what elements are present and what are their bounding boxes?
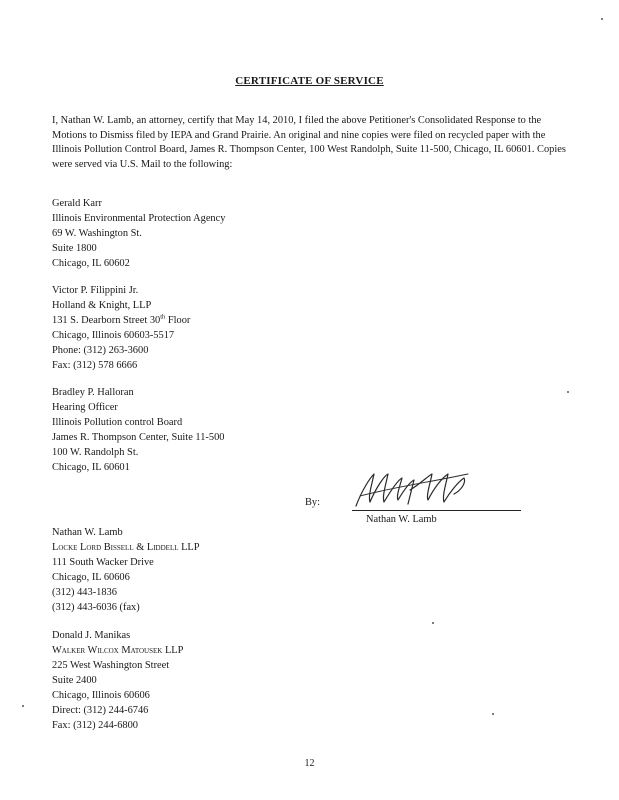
- counsel-line: Chicago, IL 60606: [52, 572, 130, 583]
- recipient-block-filippini: [52, 283, 190, 373]
- recipient-fax: Fax: (312) 578 6666: [52, 360, 138, 371]
- intro-paragraph: I, Nathan W. Lamb, an attorney, certify that May 14, 2010, I filed the above Petitioner's Consolidated Response to the Motions to Dismiss filed by IEPA and Grand Prairie. An original and nine copies were filed on recycled paper with the Illinois Pollution Control Board, James R. Thompson Center, 100 West Randolph, Suite 11-500, Chicago, IL 60601. Copies were served via U.S. Mail to the following:: [52, 115, 566, 170]
- scan-speck: [22, 705, 24, 707]
- recipient-street: [52, 313, 190, 328]
- counsel-firm: Walker Wilcox Matousek LLP: [52, 645, 184, 656]
- recipient-line: 69 W. Washington St.: [52, 228, 142, 239]
- recipient-line: Illinois Pollution control Board: [52, 417, 183, 428]
- counsel-name: Nathan W. Lamb: [52, 527, 123, 538]
- recipient-line: Gerald Karr: [52, 198, 102, 209]
- recipient-phone: Phone: (312) 263-3600: [52, 345, 149, 356]
- recipient-block-halloran: [52, 385, 224, 475]
- recipient-line: Hearing Officer: [52, 402, 118, 413]
- counsel-line: Fax: (312) 244-6800: [52, 720, 139, 731]
- signature-by-label: By:: [305, 497, 321, 508]
- counsel-line: (312) 443-1836: [52, 587, 117, 598]
- counsel-line: 111 South Wacker Drive: [52, 557, 154, 568]
- recipient-line: Chicago, IL 60602: [52, 258, 130, 269]
- recipient-block-karr: [52, 196, 225, 271]
- recipient-name: Victor P. Filippini Jr.: [52, 285, 139, 296]
- scan-speck: [432, 622, 434, 624]
- recipient-firm: Holland & Knight, LLP: [52, 300, 152, 311]
- scan-speck: [492, 713, 494, 715]
- counsel-block-lamb: [52, 525, 200, 615]
- street-text: 131 S. Dearborn Street 30: [52, 315, 161, 326]
- counsel-line: 225 West Washington Street: [52, 660, 170, 671]
- handwritten-signature: [350, 466, 475, 512]
- counsel-line: Direct: (312) 244-6746: [52, 705, 149, 716]
- page-number: 12: [304, 758, 315, 769]
- page-title: CERTIFICATE OF SERVICE: [235, 75, 384, 87]
- scan-speck: [601, 18, 603, 20]
- recipient-line: Suite 1800: [52, 243, 97, 254]
- recipient-line: 100 W. Randolph St.: [52, 447, 139, 458]
- signer-name: Nathan W. Lamb: [366, 514, 437, 525]
- recipient-city: Chicago, Illinois 60603-5517: [52, 330, 175, 341]
- counsel-firm: Locke Lord Bissell & Liddell LLP: [52, 542, 200, 553]
- signature-line: [352, 510, 521, 511]
- counsel-line: Suite 2400: [52, 675, 97, 686]
- street-floor: Floor: [165, 315, 191, 326]
- counsel-name: Donald J. Manikas: [52, 630, 131, 641]
- counsel-line: Chicago, Illinois 60606: [52, 690, 150, 701]
- street-ordinal: th: [160, 313, 166, 321]
- counsel-line: (312) 443-6036 (fax): [52, 602, 140, 613]
- recipient-line: Illinois Environmental Protection Agency: [52, 213, 226, 224]
- recipient-line: Chicago, IL 60601: [52, 462, 130, 473]
- recipient-line: James R. Thompson Center, Suite 11-500: [52, 432, 225, 443]
- scan-speck: [567, 391, 569, 393]
- recipient-line: Bradley P. Halloran: [52, 387, 134, 398]
- counsel-block-manikas: [52, 628, 183, 733]
